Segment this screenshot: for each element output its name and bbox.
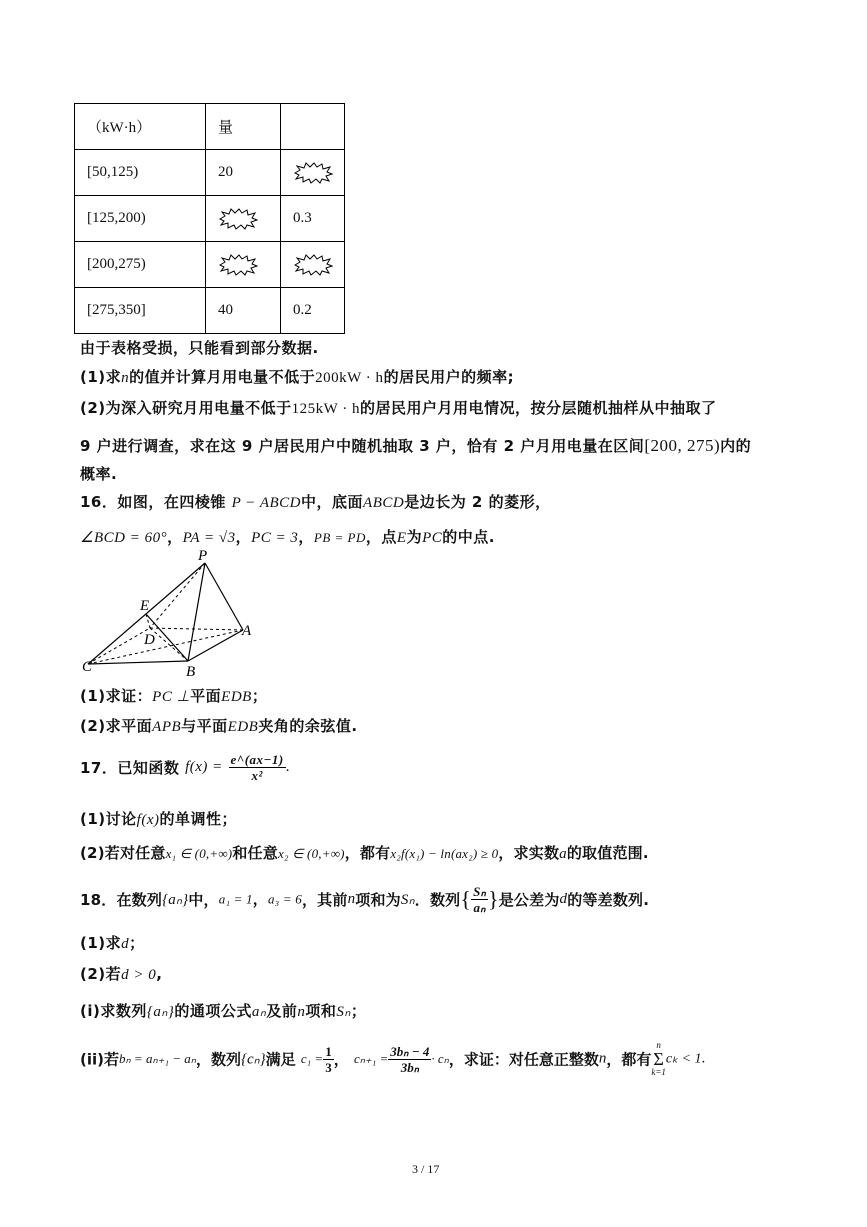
math: [200, 275) [644,436,721,455]
math: cₖ < 1 [665,1051,702,1067]
text: ，都有 [344,844,391,862]
table-cell-freq [281,150,345,196]
math: P − ABCD [231,495,302,511]
q16-part2 [80,715,358,736]
denominator: 3bₙ [400,1059,419,1075]
text: 内的 [720,437,752,455]
text: (2)若对任意 [80,844,166,862]
math: PC = 3 [251,530,299,546]
page-number: 3 / 17 [412,1162,440,1176]
frequency-table [74,103,345,334]
math: APB [152,719,182,735]
table-cell-interval: [275,350] [75,288,206,334]
math: n [121,370,130,386]
text: 项和 [305,1002,337,1020]
text: . [285,759,290,775]
q15-part2-cont [80,435,751,456]
edge-CB [88,661,188,664]
math: {aₙ} [162,892,189,908]
text: 18．在数列 [80,891,163,909]
text: ； [129,934,145,952]
table-cell-freq: 0.2 [281,288,345,334]
text: 的中点. [442,528,495,546]
math: E [396,530,407,546]
table-cell-freq [281,242,345,288]
q18-sub-ii: (ii)若bₙ = aₙ₊₁ − aₙ，数列{cₙ}满足 c₁ = $\frac{1}{3}$ ， cₙ₊₁ = $\frac{\text{3bₙ − 4}}{\text{3bₙ}}$ · cₙ，求证：对任意正整数n，都有 n Σ k=1 cₖ < 1. [80,1040,706,1077]
math: 125kW · h [291,401,361,417]
text: ，点 [365,528,397,546]
text: 的取值范围. [566,844,649,862]
table-cell-interval: [50,125) [75,150,206,196]
label-D: D [144,632,155,648]
text: 项和为 [355,891,401,909]
edge-CD [88,628,150,664]
edge-DB [150,628,188,661]
numerator: 3bₙ − 4 [390,1043,430,1059]
q15-part2-end: 概率. [80,465,118,483]
math: a [559,846,567,862]
q17-part2 [80,842,649,863]
math: EDB [227,719,259,735]
math: x₂f(x₁) − ln(ax₂) ≥ 0 [390,846,499,861]
edge-PA [205,563,243,630]
sum-upper: n [656,1040,661,1050]
text: 17．已知函数 [80,759,180,777]
math: PB = PD [313,530,366,545]
table-row [75,196,345,242]
table-cell-count: 40 [206,288,281,334]
text: . [701,1050,706,1067]
fraction [388,1044,431,1075]
text: (1)求证： [80,687,153,705]
text: (1)求 [80,934,122,952]
q15-part2 [80,397,717,418]
math: · cₙ [431,1051,449,1066]
q18-sub-i [80,1000,366,1021]
table-cell-interval: [200,275) [75,242,206,288]
math: d [559,891,568,907]
text: (2)若 [80,965,122,983]
math: a₁ = 1 [218,891,253,907]
denominator: x² [251,768,263,783]
text: 为 [406,528,423,546]
math: cₙ₊₁ = [353,1051,389,1066]
table-header-cell: （kW·h） [75,104,206,150]
summation [651,1040,666,1078]
math: PC ⊥ [152,689,191,705]
damaged-blot-icon [293,162,344,184]
text: ，其前 [301,891,348,909]
table-cell-count [206,242,281,288]
math: n [598,1050,607,1067]
fraction [323,1044,334,1075]
text: ，求实数 [498,844,560,862]
text: 和任意 [232,844,278,862]
text: 是边长为 2 的菱形， [404,493,551,511]
numerator: 1 [325,1043,332,1059]
edge-DA [150,628,243,630]
text: (i)求数列 [80,1002,147,1020]
text: (2)求平面 [80,717,153,735]
q18-part2 [80,963,162,984]
text: 的值并计算月用电量不低于 [129,368,316,386]
text: 平面 [190,687,222,705]
edge-PB [188,563,205,661]
math: {aₙ} [146,1004,175,1020]
text: , [156,965,163,983]
math: x₂ ∈ (0,+∞) [277,846,345,861]
math: f(x) = [185,759,223,775]
text: 及前 [266,1002,298,1020]
numerator: e^(ax−1) [230,752,284,767]
damaged-blot-icon [293,254,344,276]
q16-part1 [80,685,267,706]
damaged-blot-icon [218,208,280,230]
q17-stem [80,752,290,783]
math: PA = √3 [182,530,236,546]
text: ．数列 [414,891,461,909]
denominator: aₙ [473,900,486,915]
q17-part1 [80,808,237,829]
text: 与平面 [181,717,228,735]
fraction [471,884,488,915]
q18-stem: 18．在数列{aₙ}中，a₁ = 1，a₃ = 6，其前n项和为Sₙ．数列{ $\frac{\text{Sₙ}}{\text{aₙ}}$ }是公差为d的等差数列. [80,884,650,915]
text: ； [350,1002,367,1020]
text: (1)讨论 [80,810,137,828]
math: ∠BCD = 60° [80,530,168,546]
math: ABCD [363,495,405,511]
text: ，数列 [195,1050,241,1069]
math: Sₙ [400,892,415,908]
table-header-cell: 量 [206,104,281,150]
label-E: E [140,598,150,614]
text: ，都有 [606,1050,652,1069]
edge-BA [188,630,243,661]
denominator: 3 [325,1059,332,1075]
math: bₙ = aₙ₊₁ − aₙ [119,1051,196,1066]
label-A: A [242,623,252,639]
q18-part1 [80,932,145,953]
text: 的居民用户的频率; [383,368,515,386]
text: ； [251,687,268,705]
text: 满足 [265,1050,296,1069]
table-row [75,242,345,288]
text: 的通项公式 [174,1002,252,1020]
table-row [75,288,345,334]
q15-part1 [80,366,514,387]
label-P: P [198,548,208,564]
math: d > 0 [121,967,157,983]
text: 的居民用户月用电情况，按分层随机抽样从中抽取了 [360,399,717,417]
table-cell-freq: 0.3 [281,196,345,242]
table-cell-count [206,196,281,242]
table-row [75,150,345,196]
damaged-note: 由于表格受损，只能看到部分数据. [80,339,319,357]
math: EDB [221,689,252,705]
math: Sₙ [336,1004,351,1020]
edge-PD [150,563,205,628]
text: 中，底面 [301,493,364,511]
text: ，求证：对任意正整数 [448,1050,599,1069]
sum-sign: Σ [653,1049,664,1069]
text: (ii)若 [80,1050,119,1069]
math: n [347,891,356,907]
math: c₁ = [300,1051,324,1066]
text: (2)为深入研究月用电量不低于 [80,399,292,417]
pyramid-figure [78,548,258,678]
table-header-cell [281,104,345,150]
math: aₙ [251,1004,267,1020]
math: x₁ ∈ (0,+∞) [165,846,233,861]
math: {cₙ} [240,1051,266,1068]
label-B: B [186,664,196,678]
math: f(x) [136,812,160,828]
text: 是公差为 [498,891,560,909]
table-cell-count: 20 [206,150,281,196]
text: 9 户进行调查，求在这 9 户居民用户中随机抽取 3 户，恰有 2 户月用电量在区间 [80,437,645,455]
text: 的单调性； [159,810,237,828]
q16-conditions: ∠BCD = 60°，PA = √3，PC = 3，PB = PD，点E为PC的中点. [80,528,495,546]
math: n [297,1004,306,1020]
numerator: Sₙ [473,884,486,899]
q16-stem [80,491,551,512]
math: d [121,936,130,952]
table-row [75,104,345,150]
sum-lower: k=1 [651,1067,666,1077]
table-cell-interval: [125,200) [75,196,206,242]
math: a₃ = 6 [267,891,302,907]
text: 的等差数列. [567,891,650,909]
text: 16．如图，在四棱锥 [80,493,226,511]
text: (1)求 [80,368,122,386]
math: 200kW · h [315,370,384,386]
text: 夹角的余弦值. [258,717,358,735]
damaged-blot-icon [218,254,280,276]
math: PC [422,530,443,546]
label-C: C [82,659,93,675]
fraction [229,752,286,783]
text: 中， [188,891,219,909]
